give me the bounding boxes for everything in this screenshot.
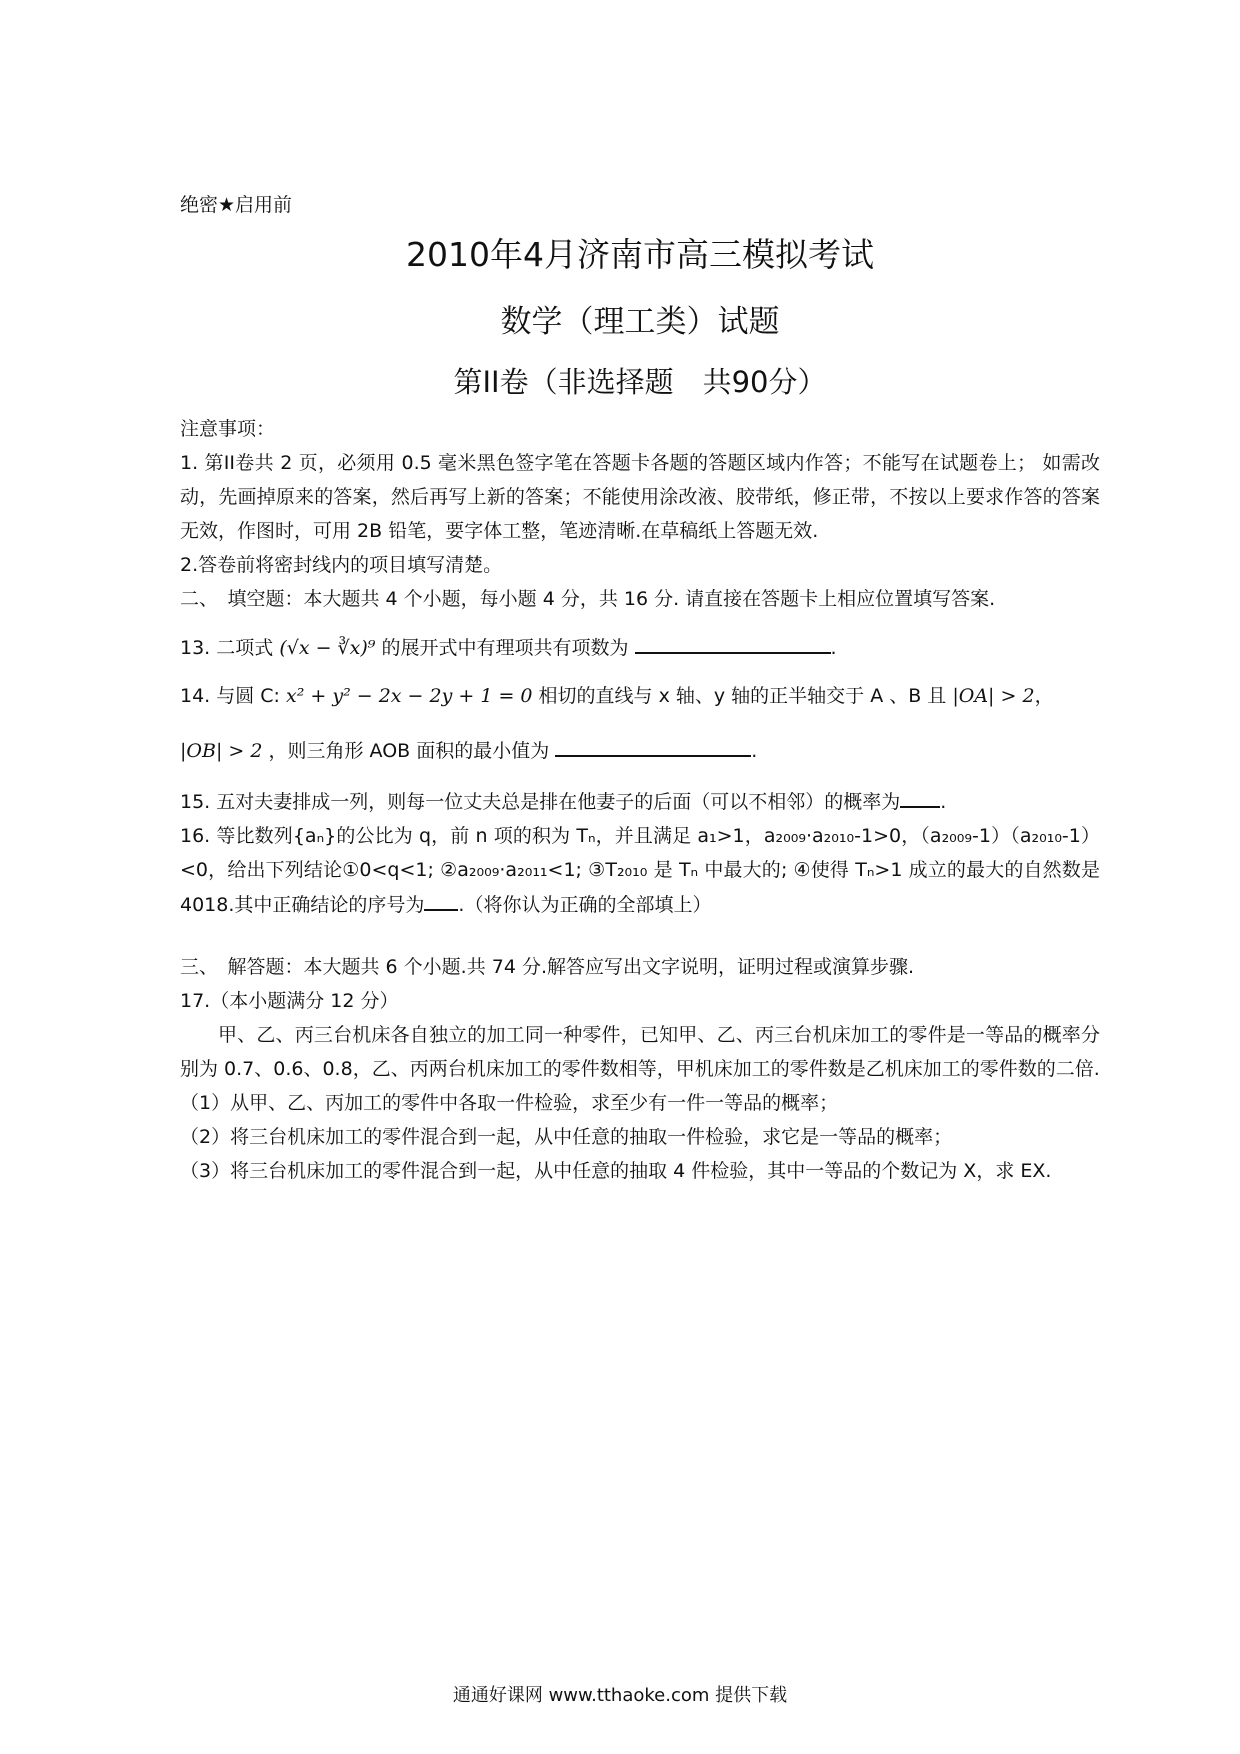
q13-expression: (√x − ∛x)⁹ bbox=[279, 637, 376, 659]
q15-answer-blank[interactable] bbox=[900, 784, 940, 808]
q13-prefix: 13. 二项式 bbox=[180, 637, 274, 659]
q16-text-end: .（将你认为正确的全部填上） bbox=[458, 894, 712, 916]
q13-answer-blank[interactable] bbox=[635, 630, 831, 654]
notes-item-1: 1. 第II卷共 2 页，必须用 0.5 毫米黑色签字笔在答题卡各题的答题区域内作答；不能写在试题卷上； 如需改动，先画掉原来的答案，然后再写上新的答案；不能使用涂改液、胶带纸，修正带，不按以上要求作答的答案无效，作图时，可用 2B 铅笔，要字体工整，笔迹清晰.在草稿纸上答题无效. bbox=[180, 452, 1100, 542]
q13-end: . bbox=[830, 637, 837, 659]
section-3-heading: 三、 解答题：本大题共 6 个小题.共 74 分.解答应写出文字说明，证明过程或演算步骤. bbox=[180, 956, 915, 978]
q15-end: . bbox=[940, 791, 947, 813]
exam-title: 2010年4月济南市高三模拟考试 bbox=[406, 235, 874, 274]
footer-credit: 通通好课网 www.tthaoke.com 提供下载 bbox=[452, 1685, 788, 1706]
q17-part-1: （1）从甲、乙、丙加工的零件中各取一件检验，求至少有一件一等品的概率； bbox=[180, 1092, 839, 1114]
q14-prefix: 14. 与圆 C: bbox=[180, 685, 280, 707]
q17-part-2: （2）将三台机床加工的零件混合到一起，从中任意的抽取一件检验，求它是一等品的概率； bbox=[180, 1126, 953, 1148]
question-14-continued bbox=[180, 733, 1100, 768]
question-16 bbox=[180, 819, 1100, 922]
section-2-heading: 二、 填空题：本大题共 4 个小题，每小题 4 分，共 16 分. 请直接在答题卡上相应位置填写答案. bbox=[180, 588, 996, 610]
q16-answer-blank[interactable] bbox=[424, 887, 458, 911]
notes-item-2: 2.答卷前将密封线内的项目填写清楚。 bbox=[180, 554, 503, 576]
q16-text: 16. 等比数列{aₙ}的公比为 q，前 n 项的积为 Tₙ，并且满足 a₁>1，a₂₀₀₉·a₂₀₁₀-1>0，（a₂₀₀₉-1）（a₂₀₁₀-1）<0，给出下列结论①0<q<1; ②a₂₀₀₉·a₂₀₁₁<1; ③T₂₀₁₀ 是 Tₙ 中最大的; ④使得 Tₙ>1 成立的最大的自然数是 4018.其中正确结论的序号为 bbox=[180, 825, 1100, 916]
part-title: 第II卷（非选择题 共90分） bbox=[453, 365, 827, 399]
question-15 bbox=[180, 784, 1100, 819]
q17-body: 甲、乙、丙三台机床各自独立的加工同一种零件，已知甲、乙、丙三台机床加工的零件是一等品的概率分别为 0.7、0.6、0.8，乙、丙两台机床加工的零件数相等，甲机床加工的零件数是乙机床加工的零件数的二倍. bbox=[180, 1024, 1100, 1080]
q13-suffix: 的展开式中有理项共有项数为 bbox=[381, 637, 629, 659]
q14-condition-oa: |OA| > 2 bbox=[952, 685, 1035, 707]
question-14 bbox=[180, 679, 1100, 713]
exam-subtitle: 数学（理工类）试题 bbox=[500, 304, 780, 340]
q14-end: . bbox=[751, 740, 758, 762]
q15-text: 15. 五对夫妻排成一列，则每一位丈夫总是排在他妻子的后面（可以不相邻）的概率为 bbox=[180, 791, 901, 813]
secret-mark: 绝密★启用前 bbox=[180, 194, 293, 216]
q14-suffix: ，则三角形 AOB 面积的最小值为 bbox=[268, 740, 550, 762]
notes-heading: 注意事项： bbox=[180, 418, 276, 440]
spacer bbox=[180, 922, 1100, 950]
q14-answer-blank[interactable] bbox=[555, 733, 751, 757]
q17-part-3: （3）将三台机床加工的零件混合到一起，从中任意的抽取 4 件检验，其中一等品的个数记为 X，求 EX. bbox=[180, 1160, 1052, 1182]
q14-comma: ， bbox=[1034, 685, 1054, 707]
q14-middle: 相切的直线与 x 轴、y 轴的正半轴交于 A 、B 且 bbox=[538, 685, 947, 707]
question-13 bbox=[180, 630, 1100, 665]
q14-equation: x² + y² − 2x − 2y + 1 = 0 bbox=[286, 685, 533, 707]
q17-heading: 17.（本小题满分 12 分） bbox=[180, 990, 399, 1012]
q14-condition-ob: |OB| > 2 bbox=[180, 740, 263, 762]
